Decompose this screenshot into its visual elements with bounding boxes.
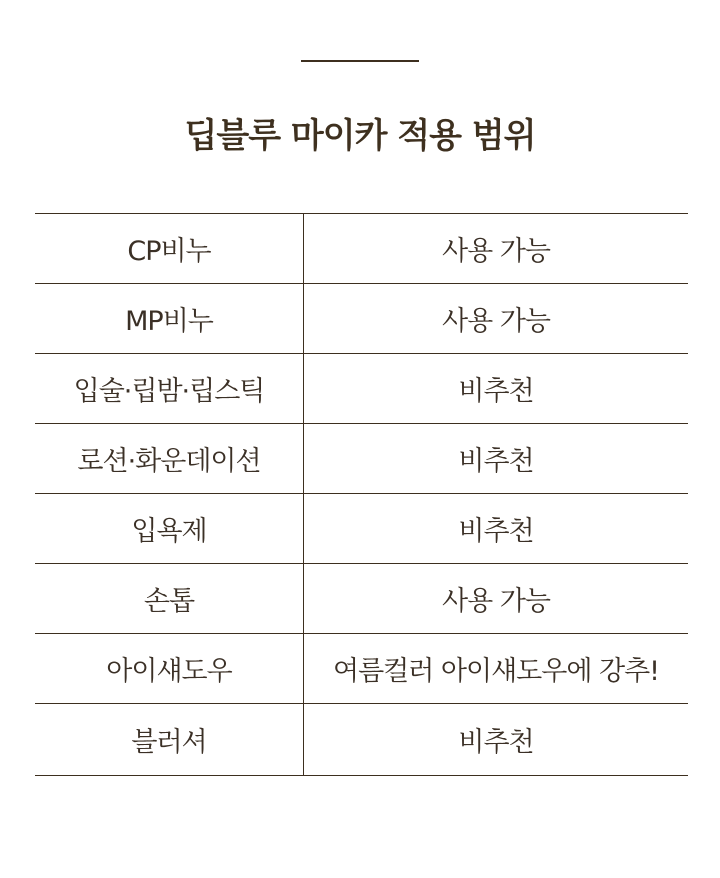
table-row (35, 704, 688, 776)
title-decoration-line (301, 60, 419, 62)
product-cell: CP비누 (35, 214, 304, 284)
usage-cell: 사용 가능 (304, 564, 689, 634)
table-row (35, 564, 688, 634)
product-cell: MP비누 (35, 284, 304, 354)
product-cell: 블러셔 (35, 704, 304, 776)
table-row (35, 634, 688, 704)
page-title: 딥블루 마이카 적용 범위 (184, 115, 536, 156)
usage-cell: 사용 가능 (304, 284, 689, 354)
product-cell: 입술·립밤·립스틱 (35, 354, 304, 424)
table-row (35, 354, 688, 424)
product-cell: 로션·화운데이션 (35, 424, 304, 494)
usage-cell: 비추천 (304, 494, 689, 564)
table-row (35, 284, 688, 354)
usage-cell: 여름컬러 아이섀도우에 강추! (304, 634, 689, 704)
product-cell: 입욕제 (35, 494, 304, 564)
usage-cell: 비추천 (304, 354, 689, 424)
usage-cell: 비추천 (304, 424, 689, 494)
table-row (35, 424, 688, 494)
table-row (35, 494, 688, 564)
product-cell: 손톱 (35, 564, 304, 634)
table-row (35, 214, 688, 284)
application-scope-table (35, 213, 688, 776)
usage-cell: 사용 가능 (304, 214, 689, 284)
usage-cell: 비추천 (304, 704, 689, 776)
product-cell: 아이섀도우 (35, 634, 304, 704)
